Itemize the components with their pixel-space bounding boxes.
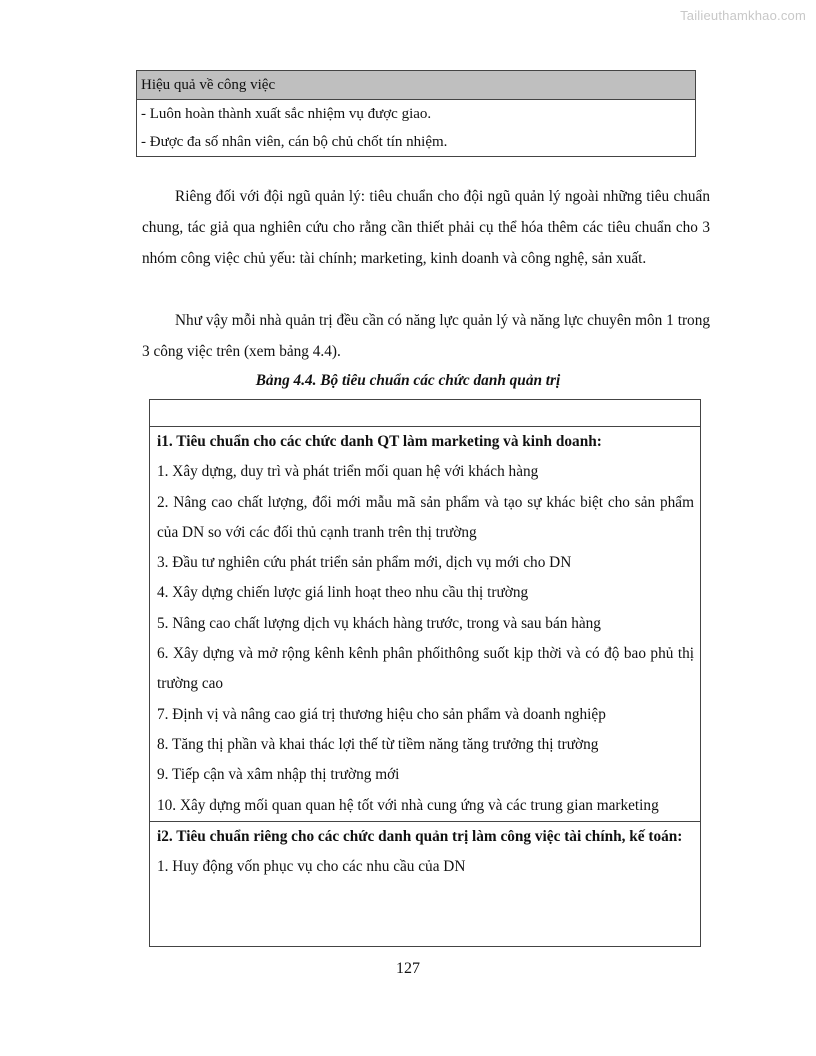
empty-header-row — [150, 400, 700, 427]
table-caption: Bảng 4.4. Bộ tiêu chuẩn các chức danh quản trị — [255, 372, 561, 389]
list-item: 8. Tăng thị phần và khai thác lợi thế từ tiềm năng tăng trưởng thị trường — [157, 735, 599, 753]
list-item: 4. Xây dựng chiến lược giá linh hoạt theo nhu cầu thị trường — [157, 584, 529, 602]
paragraph-management-standards: Riêng đối với đội ngũ quản lý: tiêu chuẩn cho đội ngũ quản lý ngoài những tiêu chuẩn chung, tác giả qua nghiên cứu cho rằng cần thiết phải cụ thể hóa thêm các tiêu chuẩn cho 3 nhóm công việc chủ yếu: tài chính; marketing, kinh doanh và công nghệ, sản xuất. — [142, 188, 710, 267]
list-item: 5. Nâng cao chất lượng dịch vụ khách hàng trước, trong và sau bán hàng — [157, 614, 601, 632]
page-number: 127 — [396, 960, 420, 977]
list-item: 3. Đầu tư nghiên cứu phát triển sản phẩm mới, dịch vụ mới cho DN — [157, 554, 572, 572]
section-marketing — [150, 427, 700, 821]
paragraph-managers-competency: Như vậy mỗi nhà quản trị đều cần có năng lực quản lý và năng lực chuyên môn 1 trong 3 công việc trên (xem bảng 4.4). — [142, 312, 710, 360]
list-item: 7. Định vị và nâng cao giá trị thương hiệu cho sản phẩm và doanh nghiệp — [157, 705, 606, 723]
list-item: 6. Xây dựng và mở rộng kênh kênh phân phốithông suốt kịp thời và có độ bao phủ thị trường cao — [157, 645, 694, 693]
watermark-text: Tailieuthamkhao.com — [680, 8, 806, 23]
efficiency-row-1: - Luôn hoàn thành xuất sắc nhiệm vụ được giao. — [141, 106, 432, 122]
list-item: 2. Nâng cao chất lượng, đổi mới mẫu mã sản phẩm và tạo sự khác biệt cho sản phẩm của DN so với các đối thủ cạnh tranh trên thị trường — [157, 493, 694, 541]
list-item: 1. Xây dựng, duy trì và phát triển mối quan hệ với khách hàng — [157, 463, 539, 481]
section-finance — [150, 821, 700, 883]
list-item: 9. Tiếp cận và xâm nhập thị trường mới — [157, 766, 400, 784]
section-finance-title: i2. Tiêu chuẩn riêng cho các chức danh quản trị làm công việc tài chính, kế toán: — [157, 827, 683, 845]
efficiency-row-2: - Được đa số nhân viên, cán bộ chủ chốt tín nhiệm. — [141, 134, 448, 150]
list-item: 10. Xây dựng mối quan quan hệ tốt với nhà cung ứng và các trung gian marketing — [157, 796, 659, 814]
list-item: 1. Huy động vốn phục vụ cho các nhu cầu của DN — [157, 858, 466, 876]
section-marketing-title: i1. Tiêu chuẩn cho các chức danh QT làm marketing và kinh doanh: — [157, 433, 602, 450]
efficiency-table — [136, 70, 696, 157]
manager-standards-table — [149, 399, 701, 947]
efficiency-table-header: Hiệu quả về công việc — [137, 71, 695, 100]
